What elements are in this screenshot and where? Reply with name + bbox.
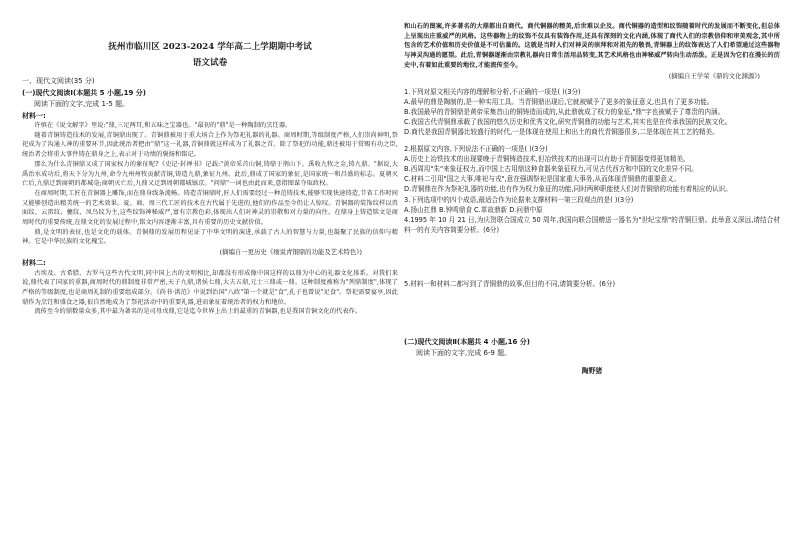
part2-heading: (二)现代文阅读Ⅱ(本题共 4 小题,16 分) xyxy=(404,337,530,346)
question-1: 1.下列对原文相关内容的理解和分析,不正确的一项是( )(3分) xyxy=(404,87,581,96)
q2-option-b: B.西周用"朱"来象征权力,而中国上古用鼎这种食器来象征权力,可见古代西方和中国的文化差异不同。 xyxy=(404,164,698,173)
material2-label: 材料二: xyxy=(22,259,46,268)
question-4: 4.1995 年 10 月 21 日,为庆贺联合国成立 50 周年,我国向联合国赠送一器名为"世纪宝鼎"的青铜巨鼎。此举意义深远,请结合材料一的有关内容简要分析。(6分) xyxy=(404,215,780,235)
material2-paragraph: 古埃及、古希腊、古罗马这些古代文明,同中国上古的文明相比,却都没有形成像中国这样的以鼎为中心的礼器文化体系。对我们来说,鼎代表了国家的重器,商周时代的鼎制度非常严密,天子九鼎,诸侯七鼎,大夫五鼎,元士三鼎或一鼎。这种制度被称为"列鼎制度",体现了严格的等级制度,也是商周礼制的重要组成部分。《尚书·洪范》中说到治国"八政"第一个就是"食",孔子也曾说"足食"。祭祀需要宴享,因此鼎作为烹饪和盛食之器,很自然地成为了祭祀活动中的重要礼器,进而象征着统治者的权力和地位。 xyxy=(22,269,398,306)
question-2: 2.根据原文内容,下列说法不正确的一项是( )(3分) xyxy=(404,144,548,153)
passage-title: 陶野猪 xyxy=(581,366,603,375)
exam-subtitle: 语文试卷 xyxy=(192,58,228,68)
section-heading: 一、现代文阅读(35 分) xyxy=(22,77,95,85)
q1-option-b: B.我国最早的青铜鼎是黄帝采集首山的铜铸造而成的,从此鼎就成了权力的象征,"鼎"字也被赋予了尊贵的内涵。 xyxy=(404,107,725,116)
material1-paragraph: 那么为什么青铜鼎又成了国家权力的象征呢?《史记·封禅书》记载:"黄帝采首山铜,铸鼎于荆山下。禹收九牧之金,铸九鼎。"据说,大禹治水成功后,将天下分为九州,命令九州州牧贡献青铜,铸造九鼎,象征九州。此后,鼎成了国家的象征,是国家统一和昌盛的标志。夏朝灭亡后,九鼎迁到商朝的都城亳;商朝灭亡后,九鼎又迁到周朝都城镐京。"问鼎"一词也由此而来,意指图谋夺取政权。 xyxy=(22,160,398,188)
material2-continuation: 和山石的图案,许多著名的大鼎都出自商代。商代铜器的精美,后世难以企及。商代铜器的造型和纹饰随着时代的发展而不断变化,但总体上呈现出庄重威严的风格。这些器物上的纹饰不仅具有装饰作用,还具有深刻的文化内涵,体现了商代人们的宗教信仰和审美观念,其中所包含的艺术价值和历史价值是不可估量的。这就是当时人们对神灵的崇拜和对祖先的敬畏,青铜器上的纹饰表达了人们希望通过这些器物与神灵沟通的愿望。此后,青铜器逐渐由宗教礼器向日常生活用品转变,其艺术风格也由神秘威严转向生动活泼。正是因为它们在漫长的历史中,有着如此重要的地位,才能流传至今。 xyxy=(404,23,780,69)
material1-paragraph: 随着青铜铸造技术的发展,青铜鼎出现了。青铜鼎被用于重大场合上作为祭祀礼器的礼器。商周时期,等级制度严格,人们崇尚神明,祭祀成为了沟通人神的重要环节,因此统治者把由"鼎"这一礼器,青铜鼎就这样成为了礼器之首。除了祭祀的功能,鼎还被用于赏赐有功之臣,统治者会将重大事件铸在鼎身之上,表示对于功绩的褒扬和铭记。 xyxy=(22,131,398,159)
material1-paragraph: 许慎在《说文解字》里说:"鼎,三足两耳,和五味之宝器也。"最初的"鼎"是一种陶制的烹饪器。 xyxy=(34,122,292,129)
material1-source: (摘编自一更历史《细说青铜鼎的功能及艺术特色》) xyxy=(219,248,362,257)
answer-space xyxy=(404,290,780,336)
q1-option-c: C.我国古代青铜鼎承载了我国的悠久历史和优秀文化,研究青铜鼎的功能与艺术,其实也是在传承我国的民族文化。 xyxy=(404,118,732,127)
material1-label: 材料一: xyxy=(22,111,46,120)
part2-instruction: 阅读下面的文字,完成 6-9 题。 xyxy=(416,349,512,358)
q2-option-c: C.材料二引用"国之大事,唯祀与戎",意在强调祭祀是国家重大事务,从而体现青铜鼎的重要意义。 xyxy=(404,175,681,184)
q3-options: A.扬山扛鼎 B.钟鸣鼎食 C.革故鼎新 D.问鼎中原 xyxy=(404,205,543,214)
q2-option-d: D.青铜鼎在作为祭祀礼器的功能,也有作为权力象征的功能,同时两种职能使人们对青铜鼎的功能有着相应的认识。 xyxy=(404,185,732,194)
material2-paragraph: 流传至今的鼎数量众多,其中最为著名的是司母戊鼎,它是迄今世界上出土的最重的青铜器,也是我国青铜文化的代表作。 xyxy=(34,308,362,316)
exam-title: 抚州市临川区 2023-2024 学年高二上学期期中考试 xyxy=(108,42,312,52)
question-3: 3.下列选项中的四个成语,最适合作为论据来支撑材料一第三段观点的是( )(3分) xyxy=(404,195,634,204)
q2-option-a: A.历史上冶铁技术的出现要晚于青铜铸造技术,但冶铁技术的出现可以有助于青铜器变得更加精美。 xyxy=(404,154,690,163)
question-5: 5.材料一和材料二都写到了青铜鼎的故事,但目的不同,请简要分析。(6分) xyxy=(404,280,616,289)
left-column xyxy=(22,0,398,560)
part1-heading: (一)现代文阅读Ⅰ(本题共 5 小题,19 分) xyxy=(22,88,146,97)
right-column xyxy=(404,0,780,560)
material2-source: (摘编自王学荣《鼎的文化渊源》) xyxy=(668,71,760,80)
part1-instruction: 阅读下面的文字,完成 1-5 题。 xyxy=(34,100,130,108)
material1-paragraph: 在商周时期,工匠在青铜器上雕饰,而在鼎身线条流畅。铸造青铜鼎时,匠人们需要经过一种范铸技术,能够实现快速铸造,节省工作时间又能够创造出精美统一的艺术效果。夏、商、周三代工匠的技术在古代属于先进的,他们的作品至今仍让人惊叹。青铜器的装饰纹样以兽面纹、云雷纹、夔纹、凤鸟纹为主,这些纹饰神秘威严,富有宗教色彩,体现出人们对神灵的崇敬和对力量的向往。在鼎身上铸造铭文是商周时代的重要传统,在鼎文化的发展过程中,铭文内容逐渐丰富,具有重要的历史文献价值。 xyxy=(22,189,398,227)
material1-paragraph: 鼎,是文明的表征,也是文化的载体。青铜鼎的发展历程见证了中华文明的演进,承载了古人的智慧与力量,也凝聚了民族的信仰与精神。它是中华民族的文化瑰宝。 xyxy=(22,228,398,246)
q1-option-d: D.商代是我国青铜器比较盛行的时代,一是体现在使用上和出土的商代青铜器很多,二是体现在其工艺的精美。 xyxy=(404,128,719,137)
q1-option-a: A.最早的鼎是陶制的,是一种实用工具。当青铜鼎出现后,它就被赋予了更多的象征意义,也具有了更多功能。 xyxy=(404,97,714,106)
answer-space xyxy=(404,235,780,279)
